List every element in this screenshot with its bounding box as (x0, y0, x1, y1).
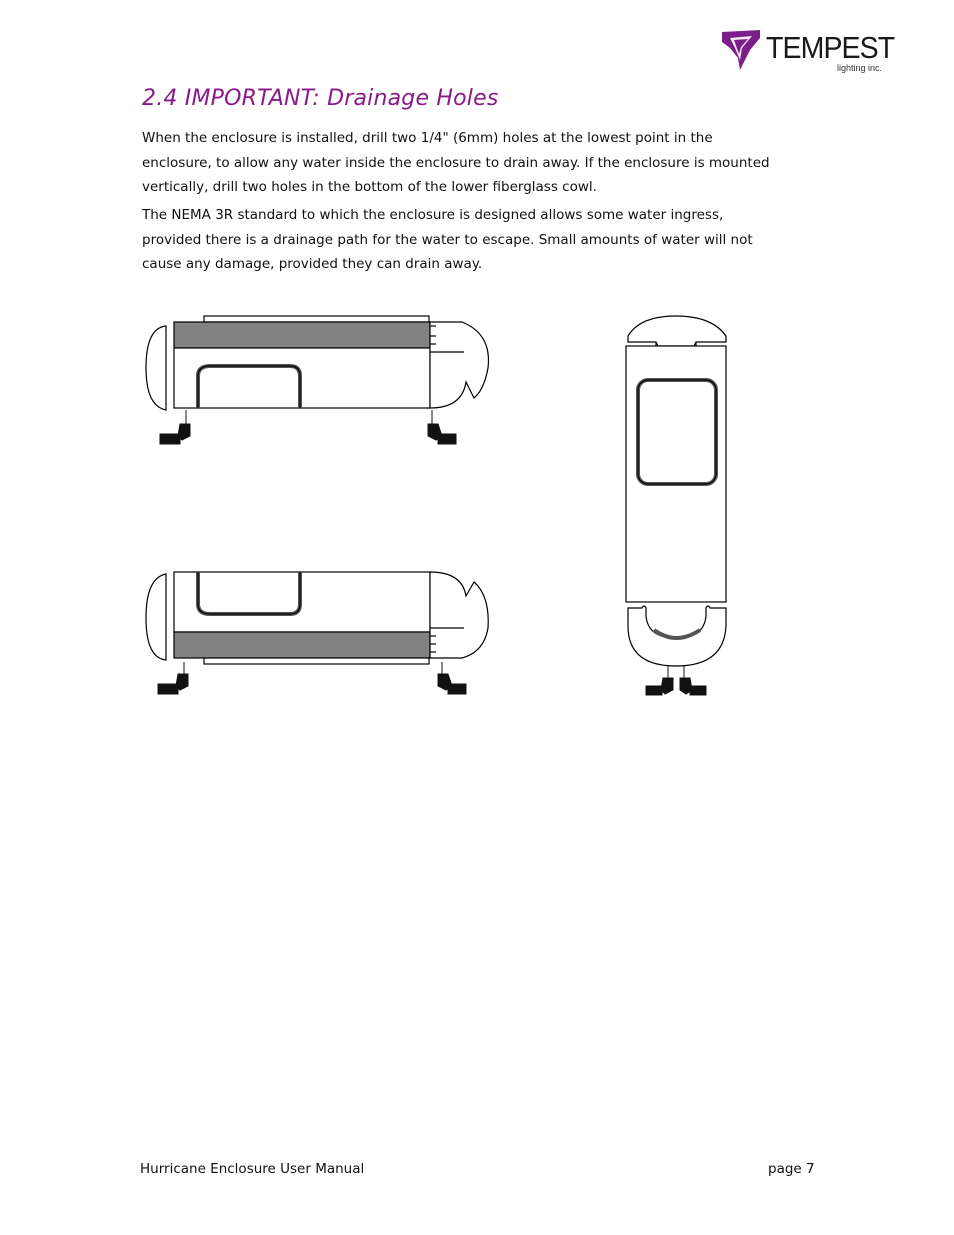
enclosure-side-view-inverted-icon (146, 572, 488, 664)
drill-icon (160, 410, 190, 444)
paragraph-nema-standard: The NEMA 3R standard to which the enclosure is designed allows some water ingress, provided there is a drainage path for the water to escape. Small amounts of water will not cause any damage, provided they can drain away. (142, 207, 753, 273)
drill-icon (646, 666, 673, 695)
logo-tagline: lighting inc. (837, 63, 883, 73)
drill-icon (158, 662, 188, 694)
drill-icon (438, 662, 466, 694)
section-title: 2.4 IMPORTANT: Drainage Holes (142, 86, 499, 111)
drill-icon (680, 666, 706, 695)
enclosure-side-view-icon (146, 316, 488, 410)
enclosure-horizontal-figure (140, 312, 500, 452)
enclosure-front-view-icon (626, 316, 726, 666)
footer-page-number: page 7 (768, 1161, 815, 1177)
footer-manual-title: Hurricane Enclosure User Manual (140, 1161, 365, 1177)
enclosure-vertical-figure (620, 312, 740, 704)
logo-wordmark: TEMPEST (766, 30, 895, 65)
tempest-logo (720, 28, 895, 78)
enclosure-inverted-figure (140, 566, 500, 706)
paragraph-drill-holes: When the enclosure is installed, drill two 1/4" (6mm) holes at the lowest point in the enclosure, to allow any water inside the enclosure to drain away. If the enclosure is mounted vertically, drill two holes in the bottom of the lower fiberglass cowl. (142, 130, 770, 196)
tempest-flag-icon (720, 28, 764, 72)
drill-icon (428, 410, 456, 444)
